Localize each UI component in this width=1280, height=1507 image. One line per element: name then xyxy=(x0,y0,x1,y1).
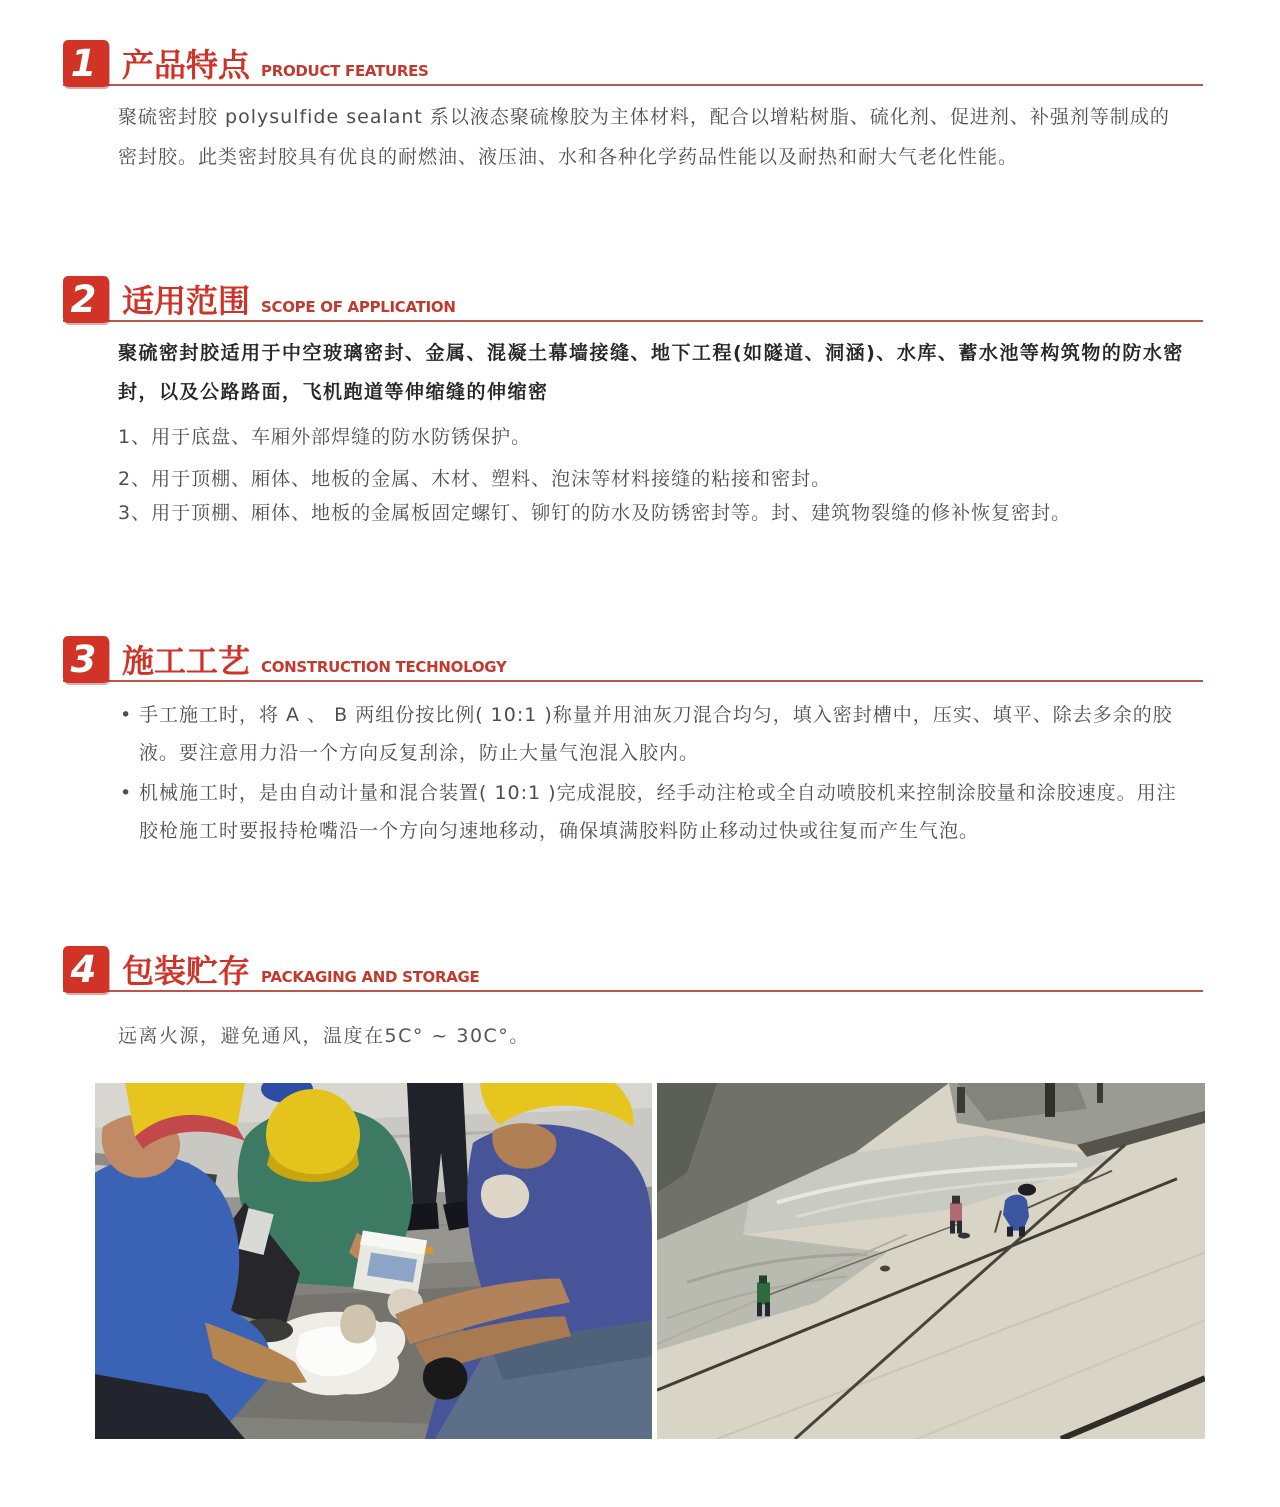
section-header xyxy=(63,633,1203,682)
section-body xyxy=(118,1016,1185,1056)
section-title-zh: 施工工艺 xyxy=(122,642,251,680)
photo-workers-mixing-sealant xyxy=(95,1083,652,1439)
section-title-en: CONSTRUCTION TECHNOLOGY xyxy=(261,658,507,676)
section-number-badge: 4 xyxy=(63,946,109,993)
section-title-zh: 产品特点 xyxy=(122,46,251,84)
storage-paragraph: 远离火源，避免通风，温度在5C° ~ 30C°。 xyxy=(118,1025,530,1047)
construction-steps xyxy=(118,696,1185,850)
list-item: 1、用于底盘、车厢外部焊缝的防水防锈保护。 xyxy=(118,426,532,448)
bullet-icon: • xyxy=(120,704,133,726)
bullet-icon: • xyxy=(120,782,133,804)
section-number-badge: 2 xyxy=(63,276,109,323)
scope-lead-paragraph: 聚硫密封胶适用于中空玻璃密封、金属、混凝土幕墙接缝、地下工程(如隧道、洞涵)、水库、蓄水池等构筑物的防水密封，以及公路路面，飞机跑道等伸缩缝的伸缩密 xyxy=(118,342,1184,403)
section-title-zh: 包装贮存 xyxy=(122,952,251,990)
section-header xyxy=(63,37,1203,86)
section-scope-of-application xyxy=(63,273,1203,530)
section-header xyxy=(63,273,1203,322)
list-item: 2、用于顶棚、厢体、地板的金属、木材、塑料、泡沫等材料接缝的粘接和密封。 xyxy=(118,468,832,490)
section-title-en: PRODUCT FEATURES xyxy=(261,62,429,80)
bullet-text: 手工施工时，将 A 、 B 两组份按比例( 10:1 )称量并用油灰刀混合均匀，填入密封槽中，压实、填平、除去多余的胶液。要注意用力沿一个方向反复刮涂，防止大量气泡混入胶内。 xyxy=(139,704,1173,764)
feature-paragraph: 聚硫密封胶 polysulfide sealant 系以液态聚硫橡胶为主体材料，配合以增粘树脂、硫化剂、促进剂、补强剂等制成的密封胶。此类密封胶具有优良的耐燃油、液压油、水和各种化学药品性能以及耐热和耐大气老化性能。 xyxy=(118,106,1170,168)
application-list xyxy=(118,420,1185,530)
section-construction-technology xyxy=(63,633,1203,850)
section-number-badge: 3 xyxy=(63,636,109,683)
section-title-zh: 适用范围 xyxy=(122,282,251,320)
section-packaging-and-storage xyxy=(63,943,1203,1056)
section-product-features xyxy=(63,37,1203,177)
bullet-text: 机械施工时，是由自动计量和混合装置( 10:1 )完成混胶，经手动注枪或全自动喷胶机来控制涂胶量和涂胶速度。用注胶枪施工时要报持枪嘴沿一个方向匀速地移动，确保填满胶料防止移动过快或往复而产生气泡。 xyxy=(139,782,1177,842)
workers-sealant-illustration xyxy=(95,1083,652,1439)
section-body xyxy=(118,334,1185,530)
section-title-en: SCOPE OF APPLICATION xyxy=(261,298,456,316)
photo-dam-slope-joints xyxy=(657,1083,1205,1439)
bullet-item xyxy=(118,774,1185,850)
dam-slope-illustration xyxy=(657,1083,1205,1439)
bullet-item xyxy=(118,696,1185,772)
section-body xyxy=(118,696,1185,850)
list-item: 3、用于顶棚、厢体、地板的金属板固定螺钉、铆钉的防水及防锈密封等。封、建筑物裂缝的修补恢复密封。 xyxy=(118,502,1072,524)
section-title-en: PACKAGING AND STORAGE xyxy=(261,968,480,986)
section-body xyxy=(118,97,1185,177)
section-number-badge: 1 xyxy=(63,40,109,87)
section-header xyxy=(63,943,1203,992)
